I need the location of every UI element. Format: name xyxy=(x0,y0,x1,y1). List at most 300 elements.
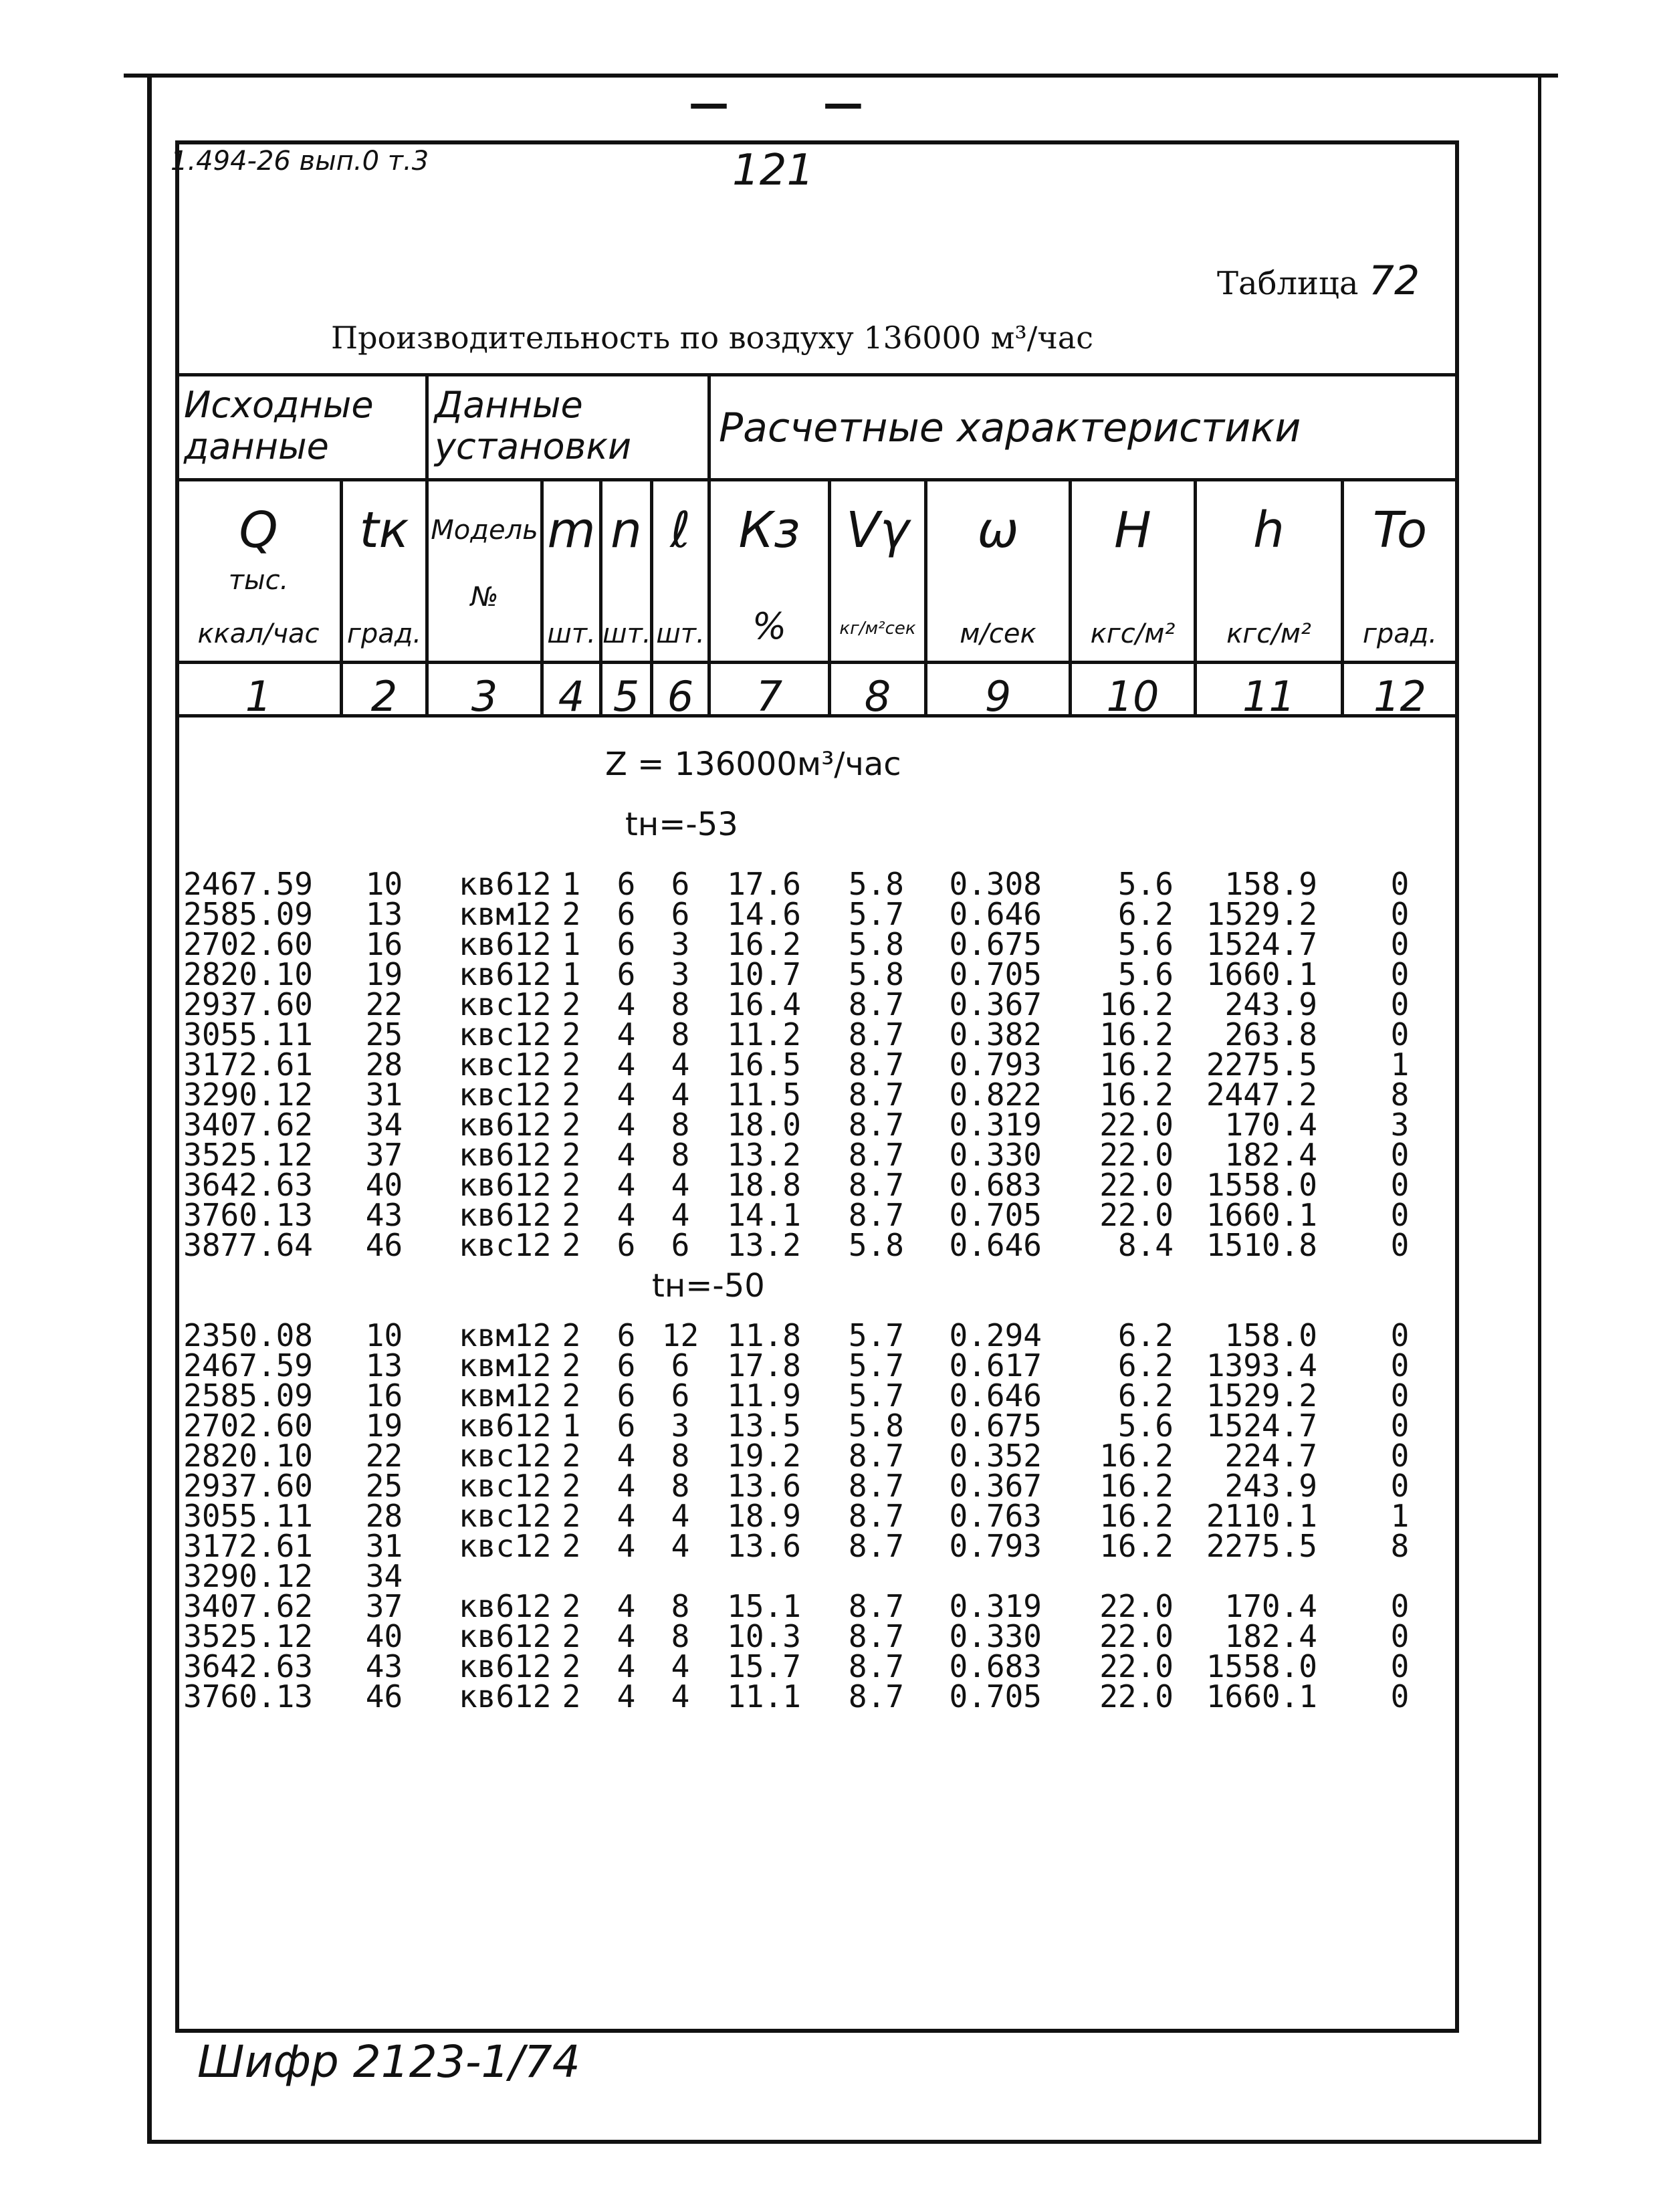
table-cell-col-1: 3642.63 xyxy=(183,1167,313,1203)
table-cell-col-11: 1558.0 xyxy=(1206,1167,1317,1203)
table-label xyxy=(1217,257,1420,304)
table-cell-col-4: 1 xyxy=(562,956,581,992)
col-number-2: 2 xyxy=(370,672,398,721)
table-row xyxy=(0,1077,1659,1113)
col-number-9: 9 xyxy=(984,672,1012,721)
table-cell-col-7: 17.8 xyxy=(727,1347,801,1384)
header-line-groups xyxy=(175,478,1459,481)
table-cell-col-8: 8.7 xyxy=(848,1107,904,1143)
table-cell-col-1: 2585.09 xyxy=(183,1377,313,1414)
table-caption: Производительность по воздуху 136000 м³/час xyxy=(331,320,1093,356)
table-cell-col-8: 5.8 xyxy=(848,866,904,902)
col-number-12: 12 xyxy=(1373,672,1426,721)
table-cell-col-1: 3172.61 xyxy=(183,1046,313,1083)
table-cell-col-9: 0.646 xyxy=(949,1227,1042,1263)
table-cell-col-12: 0 xyxy=(1390,1347,1410,1384)
table-cell-col-4: 2 xyxy=(562,1377,581,1414)
table-cell-col-3: квс12 xyxy=(459,1016,552,1053)
table-cell-col-2: 13 xyxy=(365,1347,403,1384)
table-cell-col-2: 16 xyxy=(365,926,403,962)
table-cell-col-5: 6 xyxy=(617,1408,636,1444)
col-header-symbol-9: ω xyxy=(977,502,1019,559)
table-cell-col-12: 1 xyxy=(1390,1498,1410,1534)
table-cell-col-12: 0 xyxy=(1390,1377,1410,1414)
table-cell-col-11: 2447.2 xyxy=(1206,1077,1317,1113)
table-cell-col-3: квс12 xyxy=(459,986,552,1022)
table-cell-col-6: 4 xyxy=(671,1528,690,1564)
table-cell-col-4: 2 xyxy=(562,1317,581,1353)
table-cell-col-9: 0.330 xyxy=(949,1137,1042,1173)
table-cell-col-7: 10.3 xyxy=(727,1618,801,1654)
table-cell-col-3: кв612 xyxy=(459,866,552,902)
col-header-unit-7: % xyxy=(752,605,787,647)
group-calculated: Расчетные характеристики xyxy=(719,405,1301,451)
table-cell-col-10: 16.2 xyxy=(1099,1046,1174,1083)
table-cell-col-11: 170.4 xyxy=(1224,1588,1317,1624)
table-cell-col-1: 3172.61 xyxy=(183,1528,313,1564)
table-cell-col-9: 0.763 xyxy=(949,1498,1042,1534)
table-cell-col-10: 6.2 xyxy=(1117,896,1174,932)
table-cell-col-11: 1660.1 xyxy=(1206,1678,1317,1715)
table-cell-col-10: 5.6 xyxy=(1117,1408,1174,1444)
table-cell-col-8: 8.7 xyxy=(848,1167,904,1203)
table-cell-col-5: 6 xyxy=(617,1317,636,1353)
table-cell-col-6: 4 xyxy=(671,1167,690,1203)
table-cell-col-1: 3642.63 xyxy=(183,1648,313,1684)
table-cell-col-5: 6 xyxy=(617,1377,636,1414)
table-row xyxy=(0,1468,1659,1504)
table-cell-col-5: 4 xyxy=(617,1588,636,1624)
table-row xyxy=(0,1167,1659,1203)
table-cell-col-3: квс12 xyxy=(459,1468,552,1504)
table-cell-col-1: 3877.64 xyxy=(183,1227,313,1263)
table-cell-col-12: 0 xyxy=(1390,1016,1410,1053)
col-header-symbol-1: Q xyxy=(239,502,278,559)
table-cell-col-1: 3290.12 xyxy=(183,1077,313,1113)
table-cell-col-1: 2937.60 xyxy=(183,986,313,1022)
table-cell-col-9: 0.294 xyxy=(949,1317,1042,1353)
table-cell-col-3: кв612 xyxy=(459,1167,552,1203)
table-cell-col-7: 18.0 xyxy=(727,1107,801,1143)
table-cell-col-9: 0.793 xyxy=(949,1046,1042,1083)
table-cell-col-11: 182.4 xyxy=(1224,1618,1317,1654)
table-row xyxy=(0,1618,1659,1654)
table-cell-col-12: 0 xyxy=(1390,1438,1410,1474)
table-cell-col-8: 8.7 xyxy=(848,1588,904,1624)
table-cell-col-8: 8.7 xyxy=(848,1197,904,1233)
table-cell-col-9: 0.382 xyxy=(949,1016,1042,1053)
table-cell-col-7: 13.6 xyxy=(727,1468,801,1504)
table-cell-col-4: 2 xyxy=(562,896,581,932)
table-cell-col-7: 16.5 xyxy=(727,1046,801,1083)
col-header-symbol-6: ℓ xyxy=(670,502,691,559)
table-cell-col-8: 8.7 xyxy=(848,1678,904,1715)
table-cell-col-3: кв612 xyxy=(459,1648,552,1684)
table-cell-col-8: 5.8 xyxy=(848,926,904,962)
document-reference: 1.494-26 вып.0 т.3 xyxy=(171,146,429,177)
table-cell-col-5: 4 xyxy=(617,1618,636,1654)
page-border-top xyxy=(124,74,1558,78)
table-cell-col-7: 15.1 xyxy=(727,1588,801,1624)
col-number-1: 1 xyxy=(245,672,272,721)
table-cell-col-6: 4 xyxy=(671,1678,690,1715)
table-cell-col-7: 14.1 xyxy=(727,1197,801,1233)
section-label: tн=-50 xyxy=(652,1267,765,1305)
table-cell-col-4: 2 xyxy=(562,1347,581,1384)
table-cell-col-1: 3525.12 xyxy=(183,1137,313,1173)
section-label: tн=-53 xyxy=(625,806,738,843)
table-cell-col-1: 2702.60 xyxy=(183,926,313,962)
table-cell-col-9: 0.617 xyxy=(949,1347,1042,1384)
table-cell-col-6: 6 xyxy=(671,1377,690,1414)
table-cell-col-5: 4 xyxy=(617,1648,636,1684)
table-cell-col-11: 1529.2 xyxy=(1206,896,1317,932)
col-header-symbol-3: Модель xyxy=(431,515,538,546)
group-installation-data: Данные установки xyxy=(435,384,632,467)
table-cell-col-10: 16.2 xyxy=(1099,1016,1174,1053)
table-cell-col-10: 16.2 xyxy=(1099,1528,1174,1564)
table-cell-col-3: квс12 xyxy=(459,1077,552,1113)
table-cell-col-2: 16 xyxy=(365,1377,403,1414)
table-row xyxy=(0,1197,1659,1233)
col-number-5: 5 xyxy=(613,672,640,721)
table-cell-col-1: 2820.10 xyxy=(183,956,313,992)
table-row xyxy=(0,866,1659,902)
table-cell-col-1: 3760.13 xyxy=(183,1197,313,1233)
table-cell-col-10: 22.0 xyxy=(1099,1167,1174,1203)
col-header-symbol-7: Кз xyxy=(738,502,800,559)
table-cell-col-4: 2 xyxy=(562,1167,581,1203)
table-cell-col-1: 3525.12 xyxy=(183,1618,313,1654)
table-cell-col-9: 0.646 xyxy=(949,1377,1042,1414)
table-cell-col-9: 0.675 xyxy=(949,1408,1042,1444)
col-header-symbol-5: n xyxy=(611,502,642,559)
col-header-symbol-8: Vγ xyxy=(846,502,909,559)
table-cell-col-4: 2 xyxy=(562,1077,581,1113)
table-cell-col-12: 0 xyxy=(1390,1167,1410,1203)
table-row xyxy=(0,1528,1659,1564)
col-header-unit-10: кгс/м² xyxy=(1090,619,1176,649)
table-cell-col-6: 8 xyxy=(671,986,690,1022)
table-cell-col-10: 22.0 xyxy=(1099,1588,1174,1624)
table-cell-col-11: 2110.1 xyxy=(1206,1498,1317,1534)
col-header-unit-1: ккал/час xyxy=(197,619,320,649)
table-cell-col-2: 37 xyxy=(365,1137,403,1173)
table-cell-col-6: 12 xyxy=(661,1317,699,1353)
table-cell-col-4: 2 xyxy=(562,1107,581,1143)
table-row xyxy=(0,1438,1659,1474)
table-cell-col-8: 5.8 xyxy=(848,1408,904,1444)
table-cell-col-2: 25 xyxy=(365,1016,403,1053)
table-cell-col-2: 19 xyxy=(365,956,403,992)
table-cell-col-2: 19 xyxy=(365,1408,403,1444)
table-cell-col-6: 8 xyxy=(671,1618,690,1654)
table-cell-col-5: 4 xyxy=(617,1137,636,1173)
table-cell-col-11: 1660.1 xyxy=(1206,956,1317,992)
table-cell-col-2: 22 xyxy=(365,1438,403,1474)
table-cell-col-8: 8.7 xyxy=(848,1618,904,1654)
table-cell-col-5: 6 xyxy=(617,926,636,962)
table-cell-col-3: квм12 xyxy=(459,1317,552,1353)
table-cell-col-7: 13.5 xyxy=(727,1408,801,1444)
table-cell-col-11: 158.0 xyxy=(1224,1317,1317,1353)
table-cell-col-10: 6.2 xyxy=(1117,1377,1174,1414)
table-cell-col-11: 170.4 xyxy=(1224,1107,1317,1143)
table-cell-col-3: квм12 xyxy=(459,1377,552,1414)
col-number-4: 4 xyxy=(558,672,585,721)
table-row xyxy=(0,1046,1659,1083)
table-cell-col-7: 11.2 xyxy=(727,1016,801,1053)
table-cell-col-5: 4 xyxy=(617,1528,636,1564)
table-cell-col-3: квс12 xyxy=(459,1498,552,1534)
table-cell-col-9: 0.705 xyxy=(949,956,1042,992)
table-cell-col-10: 6.2 xyxy=(1117,1347,1174,1384)
table-cell-col-11: 224.7 xyxy=(1224,1438,1317,1474)
table-cell-col-10: 22.0 xyxy=(1099,1197,1174,1233)
table-cell-col-10: 22.0 xyxy=(1099,1678,1174,1715)
col-header-sub-1: тыс. xyxy=(228,565,289,596)
table-cell-col-1: 2937.60 xyxy=(183,1468,313,1504)
table-cell-col-6: 8 xyxy=(671,1468,690,1504)
top-dash: — — xyxy=(689,80,903,127)
table-cell-col-4: 2 xyxy=(562,1528,581,1564)
table-cell-col-12: 0 xyxy=(1390,896,1410,932)
table-cell-col-9: 0.646 xyxy=(949,896,1042,932)
table-cell-col-11: 2275.5 xyxy=(1206,1046,1317,1083)
table-cell-col-5: 4 xyxy=(617,1077,636,1113)
table-cell-col-9: 0.330 xyxy=(949,1618,1042,1654)
table-cell-col-3: кв612 xyxy=(459,1618,552,1654)
table-cell-col-11: 1558.0 xyxy=(1206,1648,1317,1684)
table-cell-col-4: 1 xyxy=(562,926,581,962)
table-cell-col-2: 31 xyxy=(365,1077,403,1113)
table-cell-col-8: 5.7 xyxy=(848,1377,904,1414)
table-cell-col-11: 1393.4 xyxy=(1206,1347,1317,1384)
table-cell-col-7: 19.2 xyxy=(727,1438,801,1474)
table-cell-col-7: 13.2 xyxy=(727,1137,801,1173)
table-cell-col-8: 8.7 xyxy=(848,1648,904,1684)
table-cell-col-11: 158.9 xyxy=(1224,866,1317,902)
col-header-symbol-4: m xyxy=(547,502,596,559)
table-cell-col-6: 6 xyxy=(671,896,690,932)
table-cell-col-6: 4 xyxy=(671,1648,690,1684)
header-line-units xyxy=(175,661,1459,664)
table-cell-col-1: 3407.62 xyxy=(183,1107,313,1143)
table-cell-col-6: 4 xyxy=(671,1046,690,1083)
flow-label: Z = 136000м³/час xyxy=(605,746,901,783)
table-cell-col-6: 3 xyxy=(671,956,690,992)
table-cell-col-3: квс12 xyxy=(459,1438,552,1474)
table-cell-col-8: 8.7 xyxy=(848,1077,904,1113)
table-row xyxy=(0,956,1659,992)
table-cell-col-12: 3 xyxy=(1390,1107,1410,1143)
table-row xyxy=(0,1377,1659,1414)
table-cell-col-11: 1529.2 xyxy=(1206,1377,1317,1414)
table-cell-col-12: 1 xyxy=(1390,1046,1410,1083)
table-cell-col-8: 5.7 xyxy=(848,896,904,932)
table-cell-col-6: 3 xyxy=(671,1408,690,1444)
table-row xyxy=(0,1678,1659,1715)
table-cell-col-5: 6 xyxy=(617,1227,636,1263)
table-cell-col-1: 2350.08 xyxy=(183,1317,313,1353)
table-cell-col-5: 4 xyxy=(617,1468,636,1504)
table-row xyxy=(0,1558,1659,1594)
table-cell-col-4: 2 xyxy=(562,1648,581,1684)
table-cell-col-9: 0.352 xyxy=(949,1438,1042,1474)
table-cell-col-3: квс12 xyxy=(459,1046,552,1083)
table-cell-col-6: 8 xyxy=(671,1107,690,1143)
col-header-unit-6: шт. xyxy=(656,619,705,649)
table-cell-col-4: 2 xyxy=(562,1227,581,1263)
table-cell-col-6: 8 xyxy=(671,1438,690,1474)
table-row xyxy=(0,1107,1659,1143)
table-cell-col-2: 46 xyxy=(365,1678,403,1715)
col-header-unit-2: град. xyxy=(346,619,422,649)
table-row xyxy=(0,1016,1659,1053)
table-cell-col-7: 13.6 xyxy=(727,1528,801,1564)
table-cell-col-12: 0 xyxy=(1390,1317,1410,1353)
table-cell-col-8: 5.7 xyxy=(848,1317,904,1353)
table-cell-col-6: 6 xyxy=(671,1347,690,1384)
table-cell-col-11: 1510.8 xyxy=(1206,1227,1317,1263)
table-cell-col-2: 28 xyxy=(365,1498,403,1534)
table-cell-col-9: 0.822 xyxy=(949,1077,1042,1113)
table-cell-col-8: 8.7 xyxy=(848,1016,904,1053)
table-cell-col-1: 3407.62 xyxy=(183,1588,313,1624)
table-cell-col-10: 16.2 xyxy=(1099,986,1174,1022)
table-cell-col-12: 0 xyxy=(1390,1648,1410,1684)
table-cell-col-10: 5.6 xyxy=(1117,926,1174,962)
table-cell-col-12: 0 xyxy=(1390,1137,1410,1173)
table-cell-col-9: 0.705 xyxy=(949,1197,1042,1233)
table-cell-col-3: кв612 xyxy=(459,1408,552,1444)
table-cell-col-10: 16.2 xyxy=(1099,1438,1174,1474)
table-cell-col-7: 11.1 xyxy=(727,1678,801,1715)
table-cell-col-7: 10.7 xyxy=(727,956,801,992)
table-cell-col-3: квс12 xyxy=(459,1528,552,1564)
table-row xyxy=(0,1227,1659,1263)
table-cell-col-4: 2 xyxy=(562,986,581,1022)
table-cell-col-12: 8 xyxy=(1390,1077,1410,1113)
group-input-data: Исходные данные xyxy=(184,384,374,467)
table-cell-col-8: 8.7 xyxy=(848,1528,904,1564)
table-cell-col-12: 0 xyxy=(1390,1227,1410,1263)
table-cell-col-5: 6 xyxy=(617,896,636,932)
table-cell-col-4: 2 xyxy=(562,1046,581,1083)
col-number-11: 11 xyxy=(1242,672,1295,721)
table-cell-col-7: 13.2 xyxy=(727,1227,801,1263)
table-cell-col-9: 0.367 xyxy=(949,1468,1042,1504)
table-label-text: Таблица xyxy=(1217,265,1359,302)
page-number: 121 xyxy=(732,146,814,195)
table-cell-col-4: 1 xyxy=(562,1408,581,1444)
table-cell-col-10: 22.0 xyxy=(1099,1618,1174,1654)
table-cell-col-11: 182.4 xyxy=(1224,1137,1317,1173)
table-cell-col-2: 37 xyxy=(365,1588,403,1624)
table-cell-col-7: 11.9 xyxy=(727,1377,801,1414)
table-cell-col-3: кв612 xyxy=(459,956,552,992)
table-cell-col-10: 22.0 xyxy=(1099,1137,1174,1173)
table-cell-col-8: 5.7 xyxy=(848,1347,904,1384)
table-cell-col-6: 8 xyxy=(671,1016,690,1053)
table-cell-col-3: кв612 xyxy=(459,926,552,962)
table-cell-col-2: 43 xyxy=(365,1197,403,1233)
table-cell-col-7: 18.9 xyxy=(727,1498,801,1534)
table-cell-col-6: 6 xyxy=(671,866,690,902)
table-cell-col-1: 3290.12 xyxy=(183,1558,313,1594)
table-cell-col-5: 4 xyxy=(617,1167,636,1203)
table-cell-col-9: 0.319 xyxy=(949,1588,1042,1624)
table-cell-col-12: 0 xyxy=(1390,1468,1410,1504)
table-cell-col-6: 8 xyxy=(671,1137,690,1173)
table-cell-col-2: 46 xyxy=(365,1227,403,1263)
table-row xyxy=(0,1648,1659,1684)
table-cell-col-10: 5.6 xyxy=(1117,956,1174,992)
table-cell-col-9: 0.683 xyxy=(949,1648,1042,1684)
col-number-3: 3 xyxy=(471,672,498,721)
table-cell-col-2: 31 xyxy=(365,1528,403,1564)
table-cell-col-2: 10 xyxy=(365,1317,403,1353)
table-cell-col-10: 16.2 xyxy=(1099,1468,1174,1504)
col-header-symbol-12: To xyxy=(1372,502,1428,559)
table-cell-col-10: 16.2 xyxy=(1099,1498,1174,1534)
col-header-symbol-10: H xyxy=(1114,502,1151,559)
table-cell-col-1: 2702.60 xyxy=(183,1408,313,1444)
table-cell-col-4: 2 xyxy=(562,1137,581,1173)
table-cell-col-4: 2 xyxy=(562,1678,581,1715)
table-cell-col-3: кв612 xyxy=(459,1588,552,1624)
col-number-7: 7 xyxy=(756,672,783,721)
table-row xyxy=(0,1347,1659,1384)
table-cell-col-12: 0 xyxy=(1390,1197,1410,1233)
col-number-6: 6 xyxy=(667,672,694,721)
table-cell-col-6: 8 xyxy=(671,1588,690,1624)
table-cell-col-8: 8.7 xyxy=(848,1498,904,1534)
table-cell-col-4: 2 xyxy=(562,1016,581,1053)
table-cell-col-8: 8.7 xyxy=(848,1137,904,1173)
table-cell-col-6: 4 xyxy=(671,1077,690,1113)
table-cell-col-5: 4 xyxy=(617,1438,636,1474)
table-cell-col-9: 0.308 xyxy=(949,866,1042,902)
header-line-top xyxy=(175,373,1459,376)
table-cell-col-8: 5.8 xyxy=(848,956,904,992)
table-cell-col-9: 0.705 xyxy=(949,1678,1042,1715)
table-cell-col-2: 40 xyxy=(365,1618,403,1654)
table-cell-col-11: 263.8 xyxy=(1224,1016,1317,1053)
table-cell-col-5: 6 xyxy=(617,956,636,992)
col-header-unit-9: м/сек xyxy=(960,619,1036,649)
table-cell-col-1: 2585.09 xyxy=(183,896,313,932)
col-header-unit-8: кг/м²сек xyxy=(839,619,916,639)
table-cell-col-2: 34 xyxy=(365,1107,403,1143)
table-cell-col-2: 13 xyxy=(365,896,403,932)
table-cell-col-8: 5.8 xyxy=(848,1227,904,1263)
table-cell-col-3: кв612 xyxy=(459,1137,552,1173)
table-cell-col-1: 3055.11 xyxy=(183,1498,313,1534)
table-cell-col-6: 3 xyxy=(671,926,690,962)
col-header-sub-3: № xyxy=(470,582,499,613)
table-cell-col-12: 0 xyxy=(1390,1618,1410,1654)
table-row xyxy=(0,1408,1659,1444)
table-cell-col-4: 2 xyxy=(562,1438,581,1474)
table-cell-col-2: 28 xyxy=(365,1046,403,1083)
col-number-10: 10 xyxy=(1106,672,1159,721)
table-row xyxy=(0,1498,1659,1534)
table-cell-col-5: 4 xyxy=(617,1498,636,1534)
col-header-unit-11: кгс/м² xyxy=(1226,619,1311,649)
table-cell-col-4: 1 xyxy=(562,866,581,902)
table-cell-col-3: кв612 xyxy=(459,1107,552,1143)
